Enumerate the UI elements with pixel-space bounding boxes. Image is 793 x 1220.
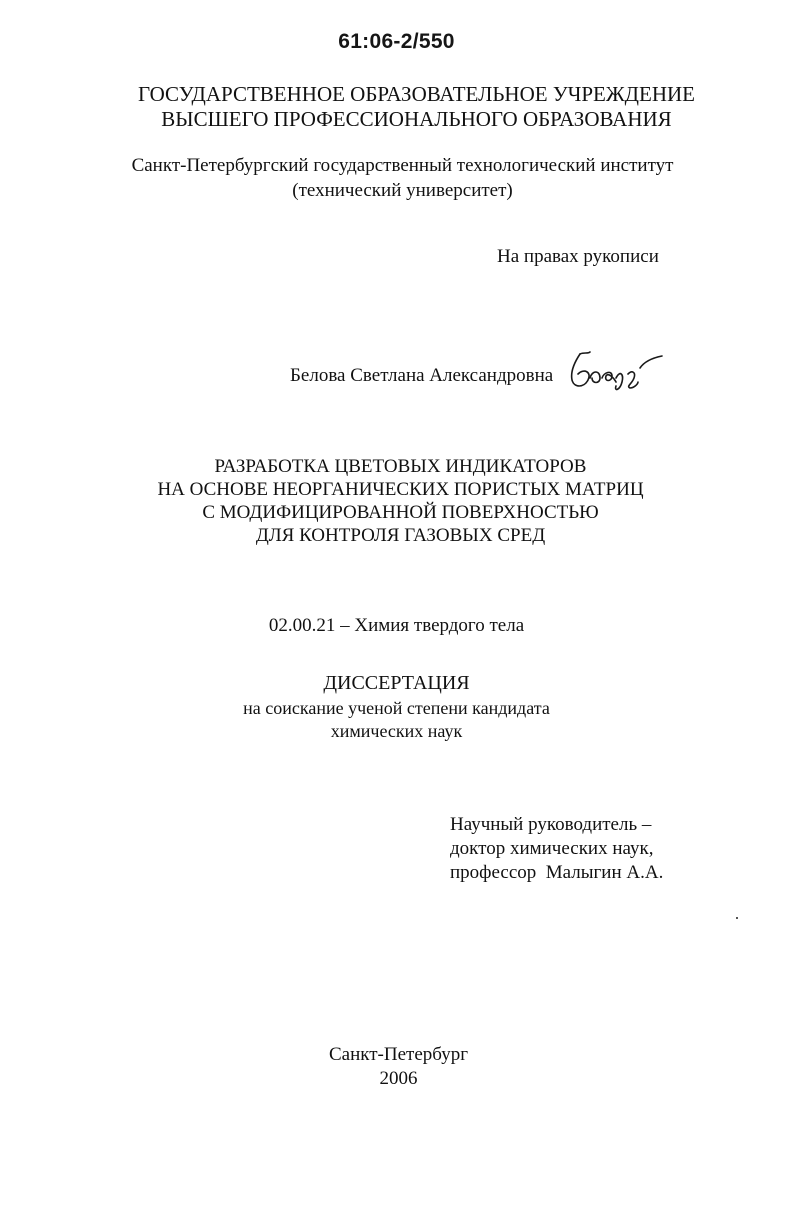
degree-description [0, 697, 793, 743]
thesis-title-line: НА ОСНОВЕ НЕОРГАНИЧЕСКИХ ПОРИСТЫХ МАТРИЦ [157, 479, 644, 500]
document-type: ДИССЕРТАЦИЯ [323, 672, 470, 694]
author-name: Белова Светлана Александровна [290, 365, 554, 386]
manuscript-note: На правах рукописи [497, 246, 659, 267]
thesis-title-line: С МОДИФИЦИРОВАННОЙ ПОВЕРХНОСТЬЮ [202, 502, 599, 523]
thesis-title [4, 455, 793, 547]
organization-heading [20, 82, 793, 132]
institute-name [6, 153, 793, 203]
supervisor-block [450, 813, 663, 885]
thesis-title-line: ДЛЯ КОНТРОЛЯ ГАЗОВЫХ СРЕД [255, 525, 546, 546]
institute-name-line: (технический университет) [292, 180, 513, 201]
author-signature [566, 348, 676, 396]
supervisor-line: профессор Малыгин А.А. [450, 862, 664, 883]
organization-heading-line: ГОСУДАРСТВЕННОЕ ОБРАЗОВАТЕЛЬНОЕ УЧРЕЖДЕНИЕ [138, 82, 695, 106]
organization-heading-line: ВЫСШЕГО ПРОФЕССИОНАЛЬНОГО ОБРАЗОВАНИЯ [161, 107, 672, 131]
city: Санкт-Петербург [328, 1044, 468, 1065]
supervisor-line: доктор химических наук, [450, 838, 654, 859]
specialty-code: 02.00.21 – Химия твердого тела [268, 615, 525, 636]
degree-description-line: химических наук [330, 721, 463, 741]
city-year-block [2, 1043, 793, 1091]
institute-name-line: Санкт-Петербургский государственный технологический институт [131, 155, 674, 176]
thesis-title-line: РАЗРАБОТКА ЦВЕТОВЫХ ИНДИКАТОРОВ [214, 456, 587, 477]
supervisor-line: Научный руководитель – [450, 814, 652, 835]
scan-speck [736, 917, 738, 919]
catalog-code: 61:06-2/550 [338, 30, 455, 53]
year: 2006 [379, 1068, 418, 1089]
degree-description-line: на соискание ученой степени кандидата [243, 698, 550, 718]
